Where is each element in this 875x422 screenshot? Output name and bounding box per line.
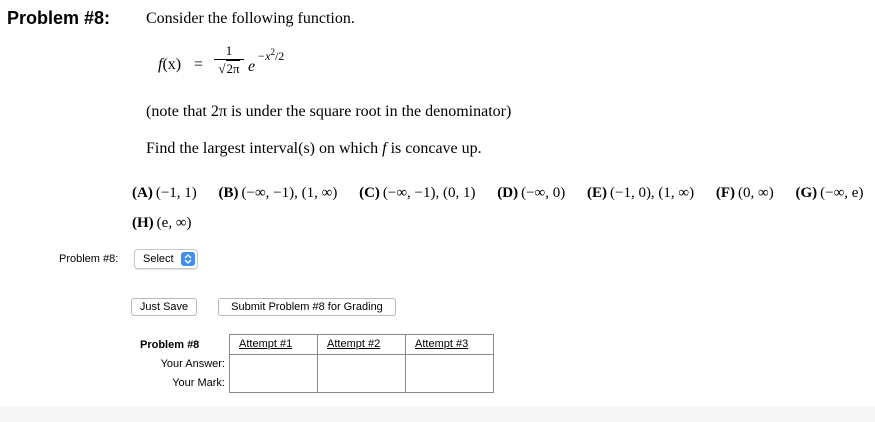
attempt-1-result: [230, 355, 318, 393]
problem-header-label: Problem #8:: [7, 8, 111, 28]
choice-h: (H) (e, ∞): [132, 215, 192, 231]
formula-fraction: [214, 44, 244, 76]
choices-row-2: [132, 215, 210, 232]
choice-a: (A) (−1, 1): [132, 185, 197, 201]
formula-base: e: [248, 58, 256, 75]
attempts-table: [133, 334, 494, 393]
formula-equals: =: [194, 56, 204, 73]
select-value: Select: [143, 253, 174, 265]
attempt-2-cell: [318, 335, 406, 355]
attempt-3-link[interactable]: Attempt #3: [415, 338, 469, 350]
your-mark-label: Your Mark:: [172, 377, 225, 389]
attempt-1-cell: [230, 335, 318, 355]
table-row: [133, 335, 494, 355]
attempt-2-result: [318, 355, 406, 393]
select-arrows-icon: [181, 252, 195, 266]
formula-exponent: $-x^2/2$: [257, 47, 285, 63]
task-text: Find the largest interval(s) on which f is concave up.: [146, 140, 482, 157]
choices-row-1: [132, 185, 875, 202]
attempt-1-link[interactable]: Attempt #1: [239, 338, 293, 350]
choice-c: (C) (−∞, −1), (0, 1): [359, 185, 476, 201]
attempt-3-result: [406, 355, 494, 393]
choice-g: (G) (−∞, e): [795, 185, 864, 201]
bottom-strip: [0, 406, 875, 422]
answer-select[interactable]: [134, 249, 198, 269]
problem-intro-text: Consider the following function.: [146, 10, 355, 27]
attempt-2-link[interactable]: Attempt #2: [327, 338, 381, 350]
choice-d: (D) (−∞, 0): [497, 185, 566, 201]
just-save-button[interactable]: Just Save: [131, 298, 197, 316]
your-answer-label: Your Answer:: [160, 358, 225, 370]
formula-lhs: f(x): [158, 56, 182, 73]
choice-f: (F) (0, ∞): [715, 185, 774, 201]
submit-for-grading-button[interactable]: Submit Problem #8 for Grading: [218, 298, 396, 316]
denominator-note: (note that 2π is under the square root in the denominator): [146, 103, 512, 120]
attempts-table-header: Problem #8: [140, 338, 200, 351]
formula-numerator: 1: [225, 43, 233, 58]
formula-denominator: √2π: [218, 61, 240, 76]
table-row: [133, 355, 494, 374]
answer-label: Problem #8:: [59, 253, 119, 265]
choice-b: (B) (−∞, −1), (1, ∞): [218, 185, 338, 201]
attempt-3-cell: [406, 335, 494, 355]
choice-e: (E) (−1, 0), (1, ∞): [586, 185, 695, 201]
